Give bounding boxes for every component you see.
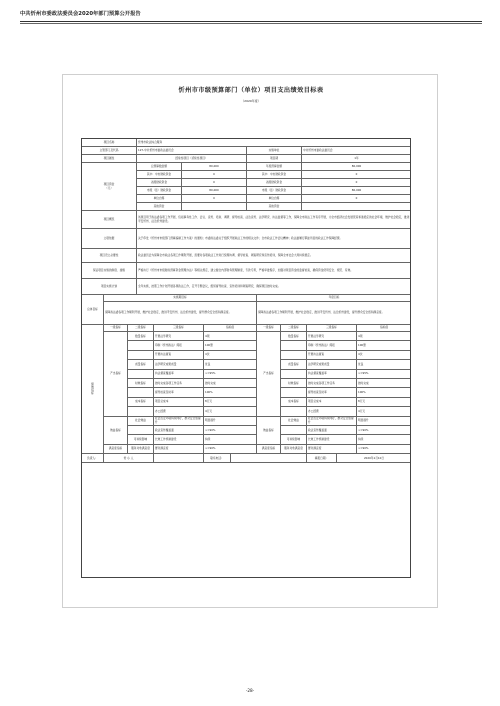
perf-right-l2: [281, 407, 307, 416]
perf-left-value: >=95%: [204, 370, 257, 379]
fund-value-year: 80,000: [302, 163, 411, 171]
perf-right-l3: 执法督查覆盖率: [307, 370, 357, 379]
perf-right-l3: 按时完成各项工作任务: [307, 379, 357, 388]
label-guarantee: 保证项目实施的制度、措施: [82, 263, 137, 279]
head-lvl3-right: 三级指标: [307, 325, 357, 332]
perf-right-value: >=90%: [357, 426, 411, 435]
perf-left-l3: 长效工作机制建设: [154, 435, 204, 444]
fund-label-year: 年度预算金额: [247, 163, 302, 171]
perf-right-l3: 开展执法督查: [307, 351, 357, 360]
perf-right-value: 优良: [357, 360, 411, 369]
fund-value-total: 0: [182, 195, 247, 203]
perf-lvl1-left: 满意度指标: [104, 445, 128, 454]
head-lvl1-left: 一级指标: [104, 325, 128, 332]
perf-right-l2: [281, 370, 307, 379]
perf-right-l2: 服务对象满意度: [281, 445, 307, 454]
perf-right-l2: 质量指标: [281, 360, 307, 369]
perf-lvl1-left: 效益指标: [104, 417, 128, 445]
form-year: （2020年度）: [241, 99, 261, 103]
perf-left-l2: 社会效益: [128, 417, 154, 426]
perf-right-value: >=90%: [357, 445, 411, 454]
perf-left-l3: 印制《忻州政法》简报: [154, 341, 204, 350]
perf-right-value: 持续: [357, 435, 411, 444]
page-number: -28-: [245, 688, 255, 693]
form-sheet: [62, 74, 438, 608]
value-date: 2020年1月10日: [337, 454, 411, 463]
blank-cell: [154, 454, 204, 463]
perf-right-l2: [281, 341, 307, 350]
perf-left-value: 按时完成: [204, 379, 257, 388]
fund-label-total: 其中：中央财政资金: [137, 171, 182, 179]
perf-left-value: >=90%: [204, 445, 257, 454]
perf-left-l3: 政法宣传覆盖面: [154, 426, 204, 435]
text-guarantee: 严格执行《忻州市市级财政预算资金管理办法》等相关规定，建立健全内部财务管理制度，专款专用，严格审批程序，加强对项目资金的监督检查，确保资金使用安全、规范、有效。: [137, 263, 411, 279]
perf-left-value: 4万元: [204, 407, 257, 416]
fund-label-year: 其中：中央财政资金: [247, 171, 302, 179]
value-phone: [231, 454, 307, 463]
perf-right-l3: 印制《忻州政法》简报: [307, 341, 357, 350]
perf-right-value: 4项: [357, 332, 411, 341]
fund-value-total: [182, 203, 247, 211]
fund-value-year: 80,000: [302, 187, 411, 195]
label-plan: 项目实施计划: [82, 279, 137, 295]
head-lvl1-right: 一级指标: [257, 325, 281, 332]
label-phone: 联系电话：: [204, 454, 231, 463]
text-plan: 全年实施，按照工作计划开展各项政法工作，召开专题会议，组织督导检查、宣传培训和调查研究，确保项目按时完成。: [137, 279, 411, 295]
perf-right-value: 明显提升: [357, 417, 411, 426]
label-unit: 实施单位: [247, 147, 302, 155]
label-total-target: 总体目标: [82, 295, 104, 325]
perf-left-l2: [128, 351, 154, 360]
label-long-target: 实施期目标: [104, 295, 257, 302]
perf-right-l2: 成本指标: [281, 398, 307, 407]
value-dept: 127-中共忻州市委政法委员会: [137, 147, 247, 155]
perf-left-value: 4次: [204, 351, 257, 360]
document-header: 中共忻州市委政法委员会2020年部门预算公开报告: [20, 11, 141, 17]
fund-label-total: 总预算数金额: [137, 163, 182, 171]
fund-label-year: 其他资金: [247, 203, 302, 211]
perf-left-l3: 开展执法督查: [154, 351, 204, 360]
fund-value-total: 0: [182, 171, 247, 179]
perf-right-value: 4万元: [357, 407, 411, 416]
perf-left-value: 明显提升: [204, 417, 257, 426]
label-contact: 负责人：: [82, 454, 104, 463]
perf-left-l2: [128, 370, 154, 379]
text-long-target: 保障政法委各项工作顺利开展，维护社会稳定，推进平安忻州、法治忻州建设，提升群众安全感和满意度。: [104, 302, 257, 325]
perf-left-l2: 成本指标: [128, 398, 154, 407]
value-project-name: 忻州市政法综合服务: [137, 139, 411, 147]
value-contact: 传 小 人: [104, 454, 154, 463]
perf-right-value: 100册: [357, 341, 411, 350]
perf-right-l3: 社会治安环境持续向好，群众安全感提升: [307, 417, 357, 426]
value-attr: 经常性项目（延续性项目）: [137, 155, 247, 163]
fund-label-total: 市级（县）财政资金: [137, 187, 182, 195]
perf-left-l3: 督导检查及时率: [154, 388, 204, 397]
perf-left-l3: 开展法学研究: [154, 332, 204, 341]
label-perf-target: 绩 效 指 标: [82, 325, 104, 454]
head-lvl2-right: 二级指标: [281, 325, 307, 332]
perf-left-value: >=90%: [204, 426, 257, 435]
fund-value-year: 0: [302, 195, 411, 203]
perf-left-value: 100册: [204, 341, 257, 350]
head-val-left: 指标值: [204, 325, 257, 332]
text-year-target: 保障政法委各项工作顺利开展，维护社会稳定，推进平安忻州、法治忻州建设，提升群众安全感和满意度。: [257, 302, 411, 325]
fund-label-year: 省级财政资金: [247, 179, 302, 187]
perf-left-value: 优良: [204, 360, 257, 369]
fund-value-year: 0: [302, 171, 411, 179]
label-year-target: 年度目标: [257, 295, 411, 302]
head-lvl2-left: 二级指标: [128, 325, 154, 332]
fund-label-total: 单位自筹: [137, 195, 182, 203]
perf-right-value: >=95%: [357, 370, 411, 379]
perf-right-l2: 可持续影响: [281, 435, 307, 444]
perf-left-value: 100%: [204, 388, 257, 397]
perf-lvl1-right: 效益指标: [257, 417, 281, 445]
perf-left-value: 8万元: [204, 398, 257, 407]
perf-left-l3: 群众满意度: [154, 445, 204, 454]
perf-left-l3: 社会治安环境持续向好，群众安全感提升: [154, 417, 204, 426]
perf-left-l2: 服务对象满意度: [128, 445, 154, 454]
perf-right-l2: [281, 351, 307, 360]
performance-table: [81, 138, 411, 578]
perf-right-value: 100%: [357, 388, 411, 397]
header-rule: [20, 21, 482, 22]
label-date: 填报日期：: [307, 454, 337, 463]
perf-right-l3: 政法宣传覆盖面: [307, 426, 357, 435]
label-necessity: 项目设立必要性: [82, 249, 137, 263]
perf-right-l3: 督导检查及时率: [307, 388, 357, 397]
fund-value-year: [302, 203, 411, 211]
perf-left-l2: 时效指标: [128, 379, 154, 388]
form-title: 忻州市市级预算部门（单位）项目支出绩效目标表: [178, 87, 324, 94]
perf-right-l2: 时效指标: [281, 379, 307, 388]
perf-right-l2: 社会效益: [281, 417, 307, 426]
header-rule-thin: [20, 23, 482, 24]
perf-lvl1-right: 产出指标: [257, 332, 281, 417]
fund-value-year: 0: [302, 179, 411, 187]
perf-right-l3: 群众满意度: [307, 445, 357, 454]
text-overview: 该项目用于政法委各项工作开展，包括事务性工作、会议、宣传、培训、调研、督导检查、法治宣传、法学研究、执法监督等工作，保障全市政法工作有序开展，为全市经济社会发展营造和谐稳定的社会环境，维护社会稳定，推进平安忻州、法治忻州建设。: [137, 211, 411, 229]
perf-left-l2: 数量指标: [128, 332, 154, 341]
perf-left-l2: [128, 426, 154, 435]
fund-label-total: 省级财政资金: [137, 179, 182, 187]
fund-value-total: 80,000: [182, 163, 247, 171]
label-project-name: 项目名称: [82, 139, 137, 147]
perf-right-l3: 项目总成本: [307, 398, 357, 407]
perf-right-l2: [281, 388, 307, 397]
perf-right-l3: 办公经费: [307, 407, 357, 416]
head-lvl3-left: 三级指标: [154, 325, 204, 332]
perf-left-l2: 质量指标: [128, 360, 154, 369]
perf-left-l3: 按时完成各项工作任务: [154, 379, 204, 388]
perf-lvl1-right: 满意度指标: [257, 445, 281, 454]
perf-left-l3: 办公经费: [154, 407, 204, 416]
label-period: 项目期: [247, 155, 302, 163]
head-val-right: 指标值: [357, 325, 411, 332]
label-overview: 项目概况: [82, 211, 137, 229]
fund-label-total: 其他资金: [137, 203, 182, 211]
label-attr: 项目属性: [82, 155, 137, 163]
perf-left-value: 持续: [204, 435, 257, 444]
perf-right-value: 8万元: [357, 398, 411, 407]
perf-left-l3: 执法督查覆盖率: [154, 370, 204, 379]
perf-left-l2: [128, 407, 154, 416]
perf-left-value: 4项: [204, 332, 257, 341]
label-dept: 主管部门及代码: [82, 147, 137, 155]
perf-right-l2: [281, 426, 307, 435]
fund-value-total: 80,000: [182, 187, 247, 195]
text-basis: 关于印发《忻州市市级部门预算编制工作方案》的通知；市委政法委关于组织开展政法工作的相关文件；全市政法工作会议精神；政法委履行职能所需的政法工作保障经费。: [137, 229, 411, 249]
value-unit: 中共忻州市委政法委员会: [302, 147, 411, 155]
perf-right-l3: 长效工作机制建设: [307, 435, 357, 444]
perf-right-l2: 数量指标: [281, 332, 307, 341]
value-period: 1年: [302, 155, 411, 163]
perf-right-l3: 开展法学研究: [307, 332, 357, 341]
perf-left-l2: 可持续影响: [128, 435, 154, 444]
perf-right-value: 4次: [357, 351, 411, 360]
fund-label-year: 单位自筹: [247, 195, 302, 203]
perf-left-l2: [128, 388, 154, 397]
fund-label-year: 市级（县）财政资金: [247, 187, 302, 195]
fund-value-total: 0: [182, 179, 247, 187]
perf-right-l3: 法学研究成果质量: [307, 360, 357, 369]
perf-lvl1-left: 产出指标: [104, 332, 128, 417]
perf-left-l2: [128, 341, 154, 350]
text-necessity: 政法委员会为保障全市政法各项工作顺利开展，需要对各项政法工作进行统筹协调、督导检查、调查研究和宣传培训，保障全市社会大局持续稳定。: [137, 249, 411, 263]
label-basis: 立项依据: [82, 229, 137, 249]
label-funds: 项目资金 （元）: [82, 163, 137, 211]
perf-left-l3: 项目总成本: [154, 398, 204, 407]
perf-right-value: 按时完成: [357, 379, 411, 388]
perf-left-l3: 法学研究成果质量: [154, 360, 204, 369]
